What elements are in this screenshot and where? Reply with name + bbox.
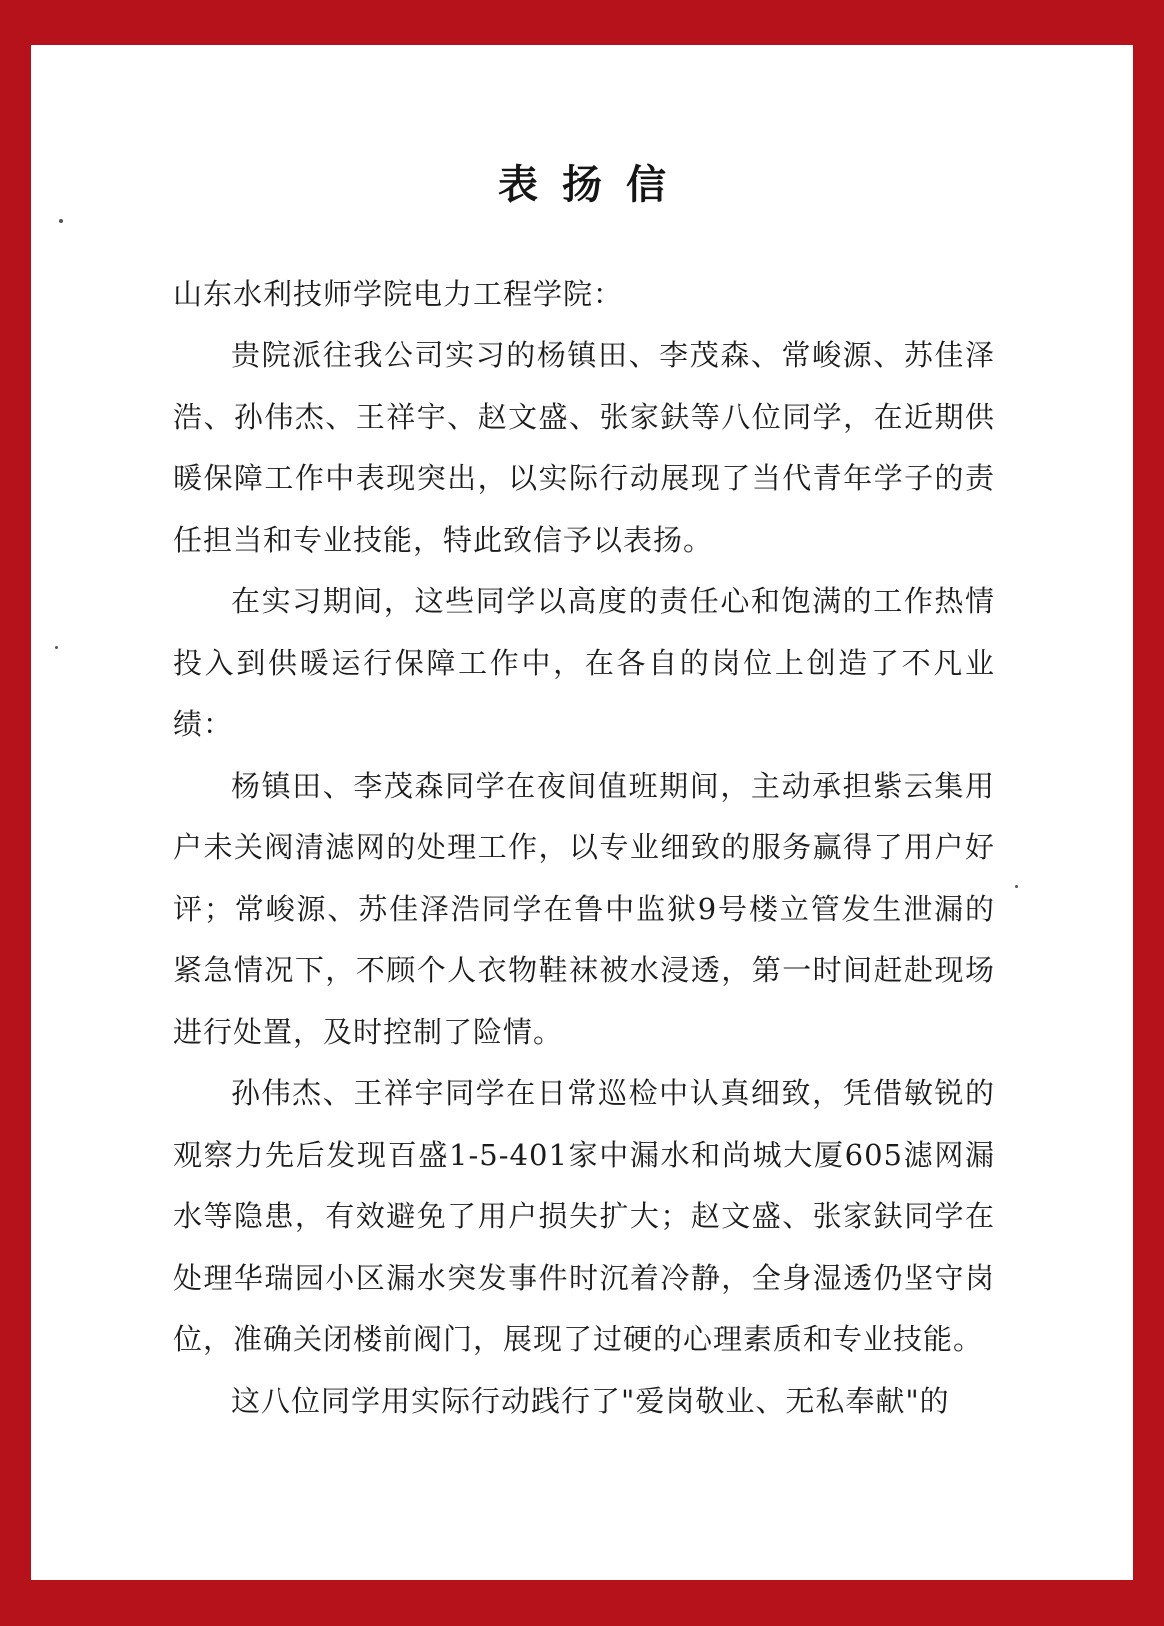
paragraph: 在实习期间，这些同学以高度的责任心和饱满的工作热情投入到供暖运行保障工作中，在各自的岗位上创造了不凡业绩：: [173, 584, 995, 741]
letter-paper: [31, 45, 1133, 1580]
paragraph: 孙伟杰、王祥宇同学在日常巡检中认真细致，凭借敏锐的观察力先后发现百盛1-5-401家中漏水和尚城大厦605滤网漏水等隐患，有效避免了用户损失扩大；赵文盛、张家鈇同学在处理华瑞园小区漏水突发事件时沉着冷静，全身湿透仍坚守岗位，准确关闭楼前阀门，展现了过硬的心理素质和专业技能。: [173, 1076, 995, 1356]
scan-speck: [55, 646, 58, 649]
paragraph: 贵院派往我公司实习的杨镇田、李茂森、常峻源、苏佳泽浩、孙伟杰、王祥宇、赵文盛、张家鈇等八位同学，在近期供暖保障工作中表现突出，以实际行动展现了当代青年学子的责任担当和专业技能，特此致信予以表扬。: [173, 338, 995, 557]
scan-speck: [59, 219, 63, 223]
paragraph: 杨镇田、李茂森同学在夜间值班期间，主动承担紫云集用户未关阀清滤网的处理工作，以专业细致的服务赢得了用户好评；常峻源、苏佳泽浩同学在鲁中监狱9号楼立管发生泄漏的紧急情况下，不顾个人衣物鞋袜被水浸透，第一时间赶赴现场进行处置，及时控制了险情。: [173, 768, 995, 1049]
letter-title: 表扬信: [498, 162, 690, 208]
salutation: 山东水利技师学院电力工程学院：: [173, 277, 624, 311]
scan-speck: [1015, 885, 1018, 888]
letter-body: [173, 325, 995, 1432]
paragraph: 这八位同学用实际行动践行了"爱岗敬业、无私奉献"的: [231, 1383, 950, 1418]
